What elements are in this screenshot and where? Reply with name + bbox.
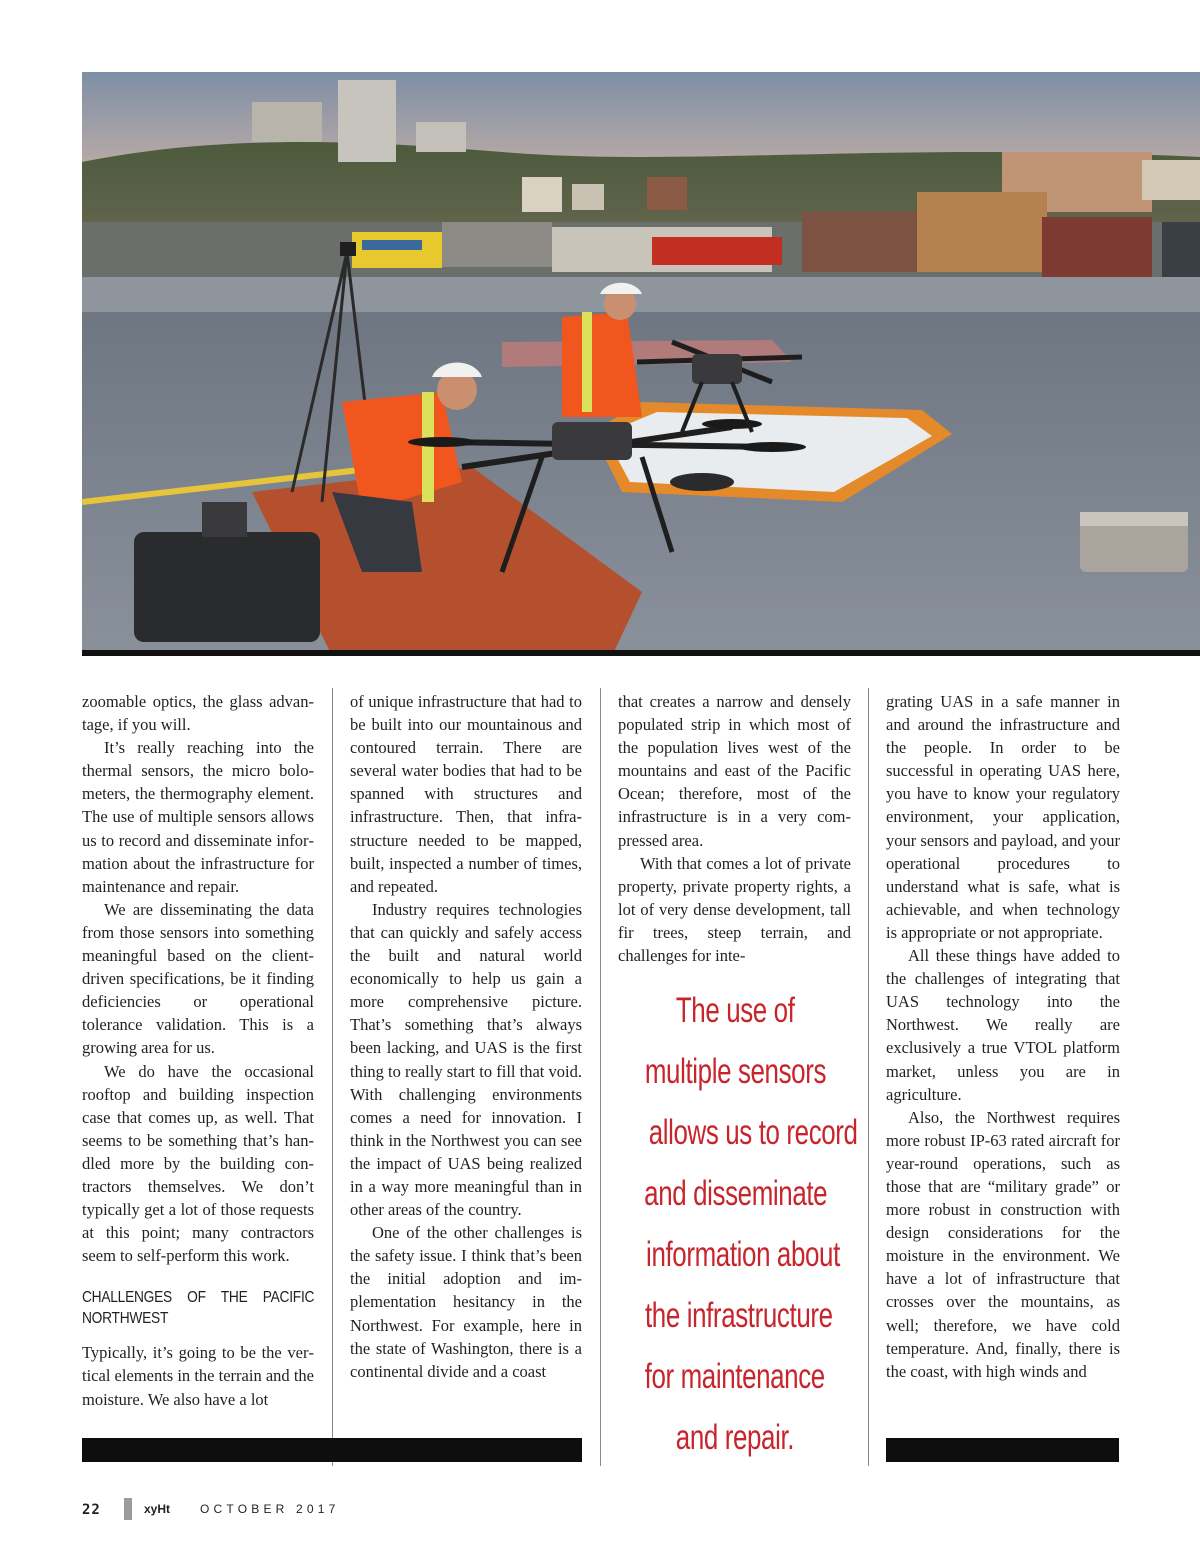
column-rule <box>868 688 869 1466</box>
paragraph: With that comes a lot of private property, private property rights, a lot of very dense development, tall fir trees, steep terrain, and challenges for inte- <box>618 853 851 966</box>
black-bar-right <box>886 1438 1119 1462</box>
paragraph: that creates a narrow and densely populated strip in which most of the population lives west of the mountains and east of the Pacific Ocean; therefore, most of the infrastructure is in a very compressed area. <box>618 692 851 850</box>
issue-date: OCTOBER 2017 <box>200 1502 340 1516</box>
pull-quote-line: the infrastructure <box>644 1296 833 1335</box>
paragraph: One of the other challenges is the safety issue. I think that’s been the initial adoption and implementation hesitancy in the Northwest. For example, here in the state of Washington, there is a continental divide and a coast <box>350 1223 582 1381</box>
paragraph: We do have the occasional rooftop and building inspection case that comes up, as well. That seems to be something that’s handled more by the building contractors themselves. We don’t typically get a lot of those requests at this point; many contractors seem to self-perform this work. <box>82 1061 314 1266</box>
section-subhead: CHALLENGES OF THE PACIFIC NORTHWEST <box>82 1289 315 1328</box>
black-bar-left <box>82 1438 582 1462</box>
paragraph: Typically, it’s going to be the vertical elements in the terrain and the moisture. We also have a lot <box>82 1343 314 1409</box>
pull-quote-line: allows us to record <box>648 1113 858 1152</box>
paragraph: All these things have added to the challenges of integrating that UAS technology into the Northwest. We really are exclusively a true VTOL platform market, unless you are in agriculture. <box>886 946 1120 1104</box>
paragraph: grating UAS in a safe manner in and around the infrastructure and the people. In order to be successful in operating UAS here, you have to know your regulatory environment, your application, your sensors and payload, and your operational procedures to understand what is safe, what is achievable, and when technology is appropriate or not appropriate. <box>886 692 1120 942</box>
pull-quote-line: for maintenance <box>644 1357 826 1396</box>
paragraph: zoomable optics, the glass advantage, if you will. <box>82 692 314 735</box>
paragraph: Also, the Northwest requires more robust IP-63 rated aircraft for year-round operations, such as those that are “military grade” or more robust in construction with design considerations for the moisture in the environment. We have a lot of infrastructure that crosses over the mountains, as well; therefore, we have cold temperature. And, finally, there is the coast, with high winds and <box>886 1107 1120 1381</box>
article-column-2 <box>350 690 582 1390</box>
paragraph: of unique infrastructure that had to be built into our mountainous and contoured terrain. There are several water bodies that had to be spanned with structures and infrastructure. Then, that infrastructure needed to be mapped, built, inspected a number of times, and repeated. <box>350 692 582 896</box>
paragraph: It’s really reaching into the thermal sensors, the micro bolometers, the thermography element. The use of multiple sensors allows us to record and disseminate information about the infrastructure for maintenance and repair. <box>82 738 314 896</box>
article-column-4 <box>886 690 1120 1390</box>
pull-quote-line: multiple sensors <box>644 1052 826 1091</box>
photo-illustration <box>82 72 1200 656</box>
pull-quote-line: and repair. <box>675 1418 795 1457</box>
column-rule <box>332 688 333 1466</box>
article-column-3 <box>618 690 851 966</box>
paragraph: Industry requires technologies that can quickly and safely access the built and natural world economically to help us gain a more comprehensive picture. That’s something that’s always been lacking, and UAS is the first thing to really start to fill that void. With challenging environments comes a need for innovation. I think in the Northwest you can see the impact of UAS being realized in a way more meaningful than in other areas of the country. <box>350 899 582 1220</box>
paragraph: We are disseminating the data from those sensors into something meaningful based on the client-driven specifications, be it finding deficiencies or operational tolerance validation. This is a growing area for us. <box>82 899 314 1058</box>
rooftop-drone-photo <box>82 72 1200 656</box>
pull-quote-line: The use of <box>675 991 795 1030</box>
pull-quote-line: information about <box>646 1235 840 1274</box>
pull-quote-line: and disseminate <box>644 1174 828 1213</box>
magazine-brand: xyHt <box>144 1502 171 1516</box>
footer-divider <box>124 1498 132 1520</box>
column-rule <box>600 688 601 1466</box>
article-column-1 <box>82 690 315 1409</box>
page-number: 22 <box>82 1502 101 1518</box>
pull-quote <box>612 980 858 1468</box>
